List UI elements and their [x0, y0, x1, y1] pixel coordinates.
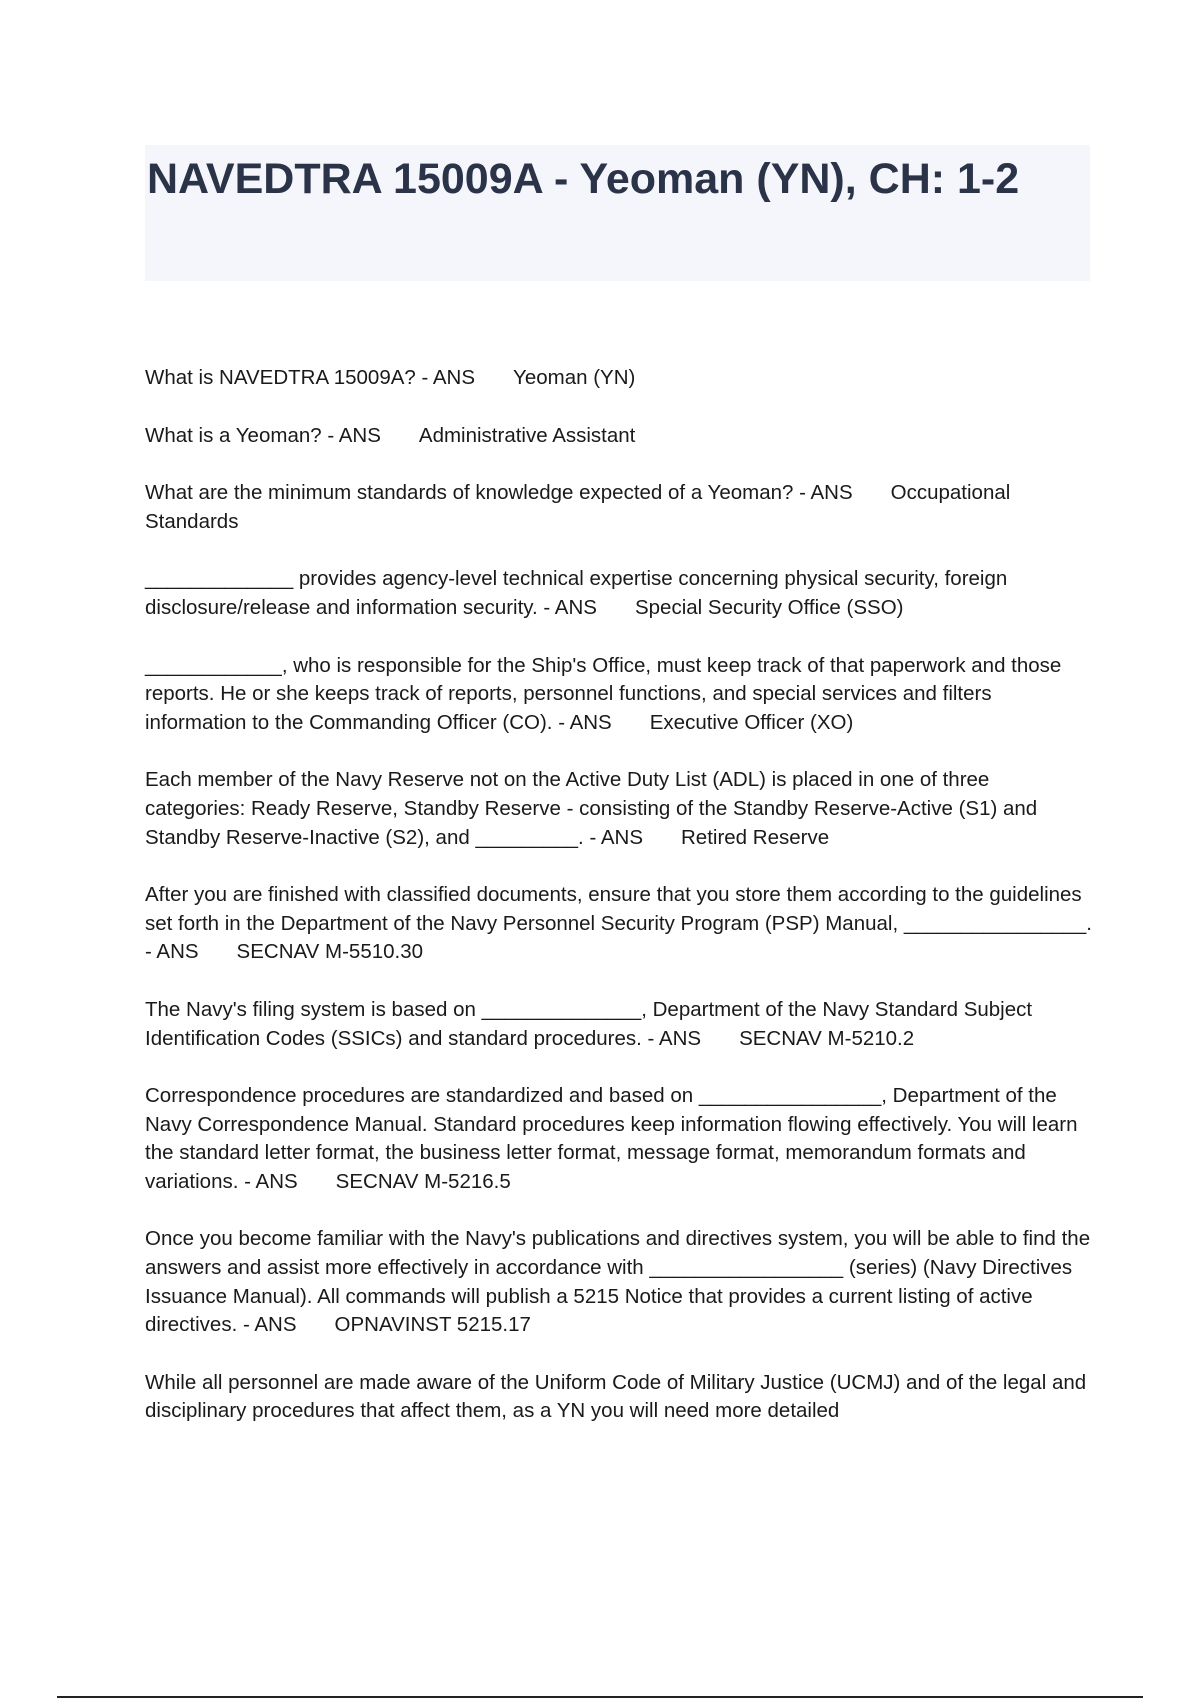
qa-item — [145, 1369, 1095, 1426]
qa-item — [145, 479, 1095, 536]
qa-list — [145, 364, 1095, 1455]
qa-answer: Occupational Standards — [145, 481, 1011, 533]
qa-item — [145, 881, 1095, 967]
qa-answer: SECNAV M-5216.5 — [335, 1169, 511, 1193]
qa-answer: SECNAV M-5510.30 — [236, 940, 424, 964]
qa-answer: Retired Reserve — [681, 825, 830, 849]
qa-item — [145, 996, 1095, 1053]
qa-question: ____________, who is responsible for the Ship's Office, must keep track of that paperwork and those reports. He or she keeps track of reports, personnel functions, and special services and filters information to the Commanding Officer (CO). - ANS — [145, 653, 1062, 734]
qa-question: After you are finished with classified documents, ensure that you store them according to the guidelines set forth in the Department of the Navy Personnel Security Program (PSP) Manual, ________________. - ANS — [145, 883, 1092, 964]
qa-answer: Executive Officer (XO) — [649, 710, 854, 734]
page-title: NAVEDTRA 15009A - Yeoman (YN), CH: 1-2 — [147, 155, 1020, 203]
qa-item — [145, 422, 1095, 451]
qa-question: What are the minimum standards of knowledge expected of a Yeoman? - ANS — [145, 481, 853, 505]
qa-question: What is NAVEDTRA 15009A? - ANS — [145, 366, 476, 389]
footer-divider — [57, 1696, 1143, 1698]
qa-question: The Navy's filing system is based on ______________, Department of the Navy Standard Subject Identification Codes (SSICs) and standard procedures. - ANS — [145, 997, 1033, 1050]
qa-item — [145, 1225, 1095, 1339]
qa-question: While all personnel are made aware of the Uniform Code of Military Justice (UCMJ) and of the legal and disciplinary procedures that affect them, as a YN you will need more detailed — [145, 1370, 1087, 1423]
qa-answer: OPNAVINST 5215.17 — [334, 1313, 531, 1337]
qa-question: Each member of the Navy Reserve not on the Active Duty List (ADL) is placed in one of three categories: Ready Reserve, Standby Reserve - consisting of the Standby Reserve-Active (S1) and Standby Reserve-Inactive (S2), and _________. - ANS — [145, 768, 1038, 849]
qa-answer: Administrative Assistant — [418, 423, 636, 447]
qa-answer: SECNAV M-5210.2 — [739, 1026, 915, 1050]
title-banner — [145, 145, 1090, 281]
qa-answer: Special Security Office (SSO) — [634, 595, 904, 619]
qa-item — [145, 652, 1095, 738]
qa-question: Correspondence procedures are standardized and based on ________________, Department of the Navy Correspondence Manual. Standard procedures keep information flowing effectively. You will learn the standard letter format, the business letter format, message format, memorandum formats and variations. - ANS — [145, 1084, 1078, 1193]
qa-item — [145, 1082, 1095, 1196]
qa-question: Once you become familiar with the Navy's publications and directives system, you will be able to find the answers and assist more effectively in accordance with _________________ (series) (Navy Directives Issuance Manual). All commands will publish a 5215 Notice that provides a current listing of active directives. - ANS — [145, 1227, 1091, 1337]
qa-item — [145, 364, 1095, 393]
qa-answer: Yeoman (YN) — [513, 366, 636, 389]
qa-item — [145, 766, 1095, 852]
qa-question: _____________ provides agency-level technical expertise concerning physical security, foreign disclosure/release and information security. - ANS — [145, 567, 1008, 619]
qa-question: What is a Yeoman? - ANS — [145, 423, 381, 447]
qa-item — [145, 565, 1095, 622]
